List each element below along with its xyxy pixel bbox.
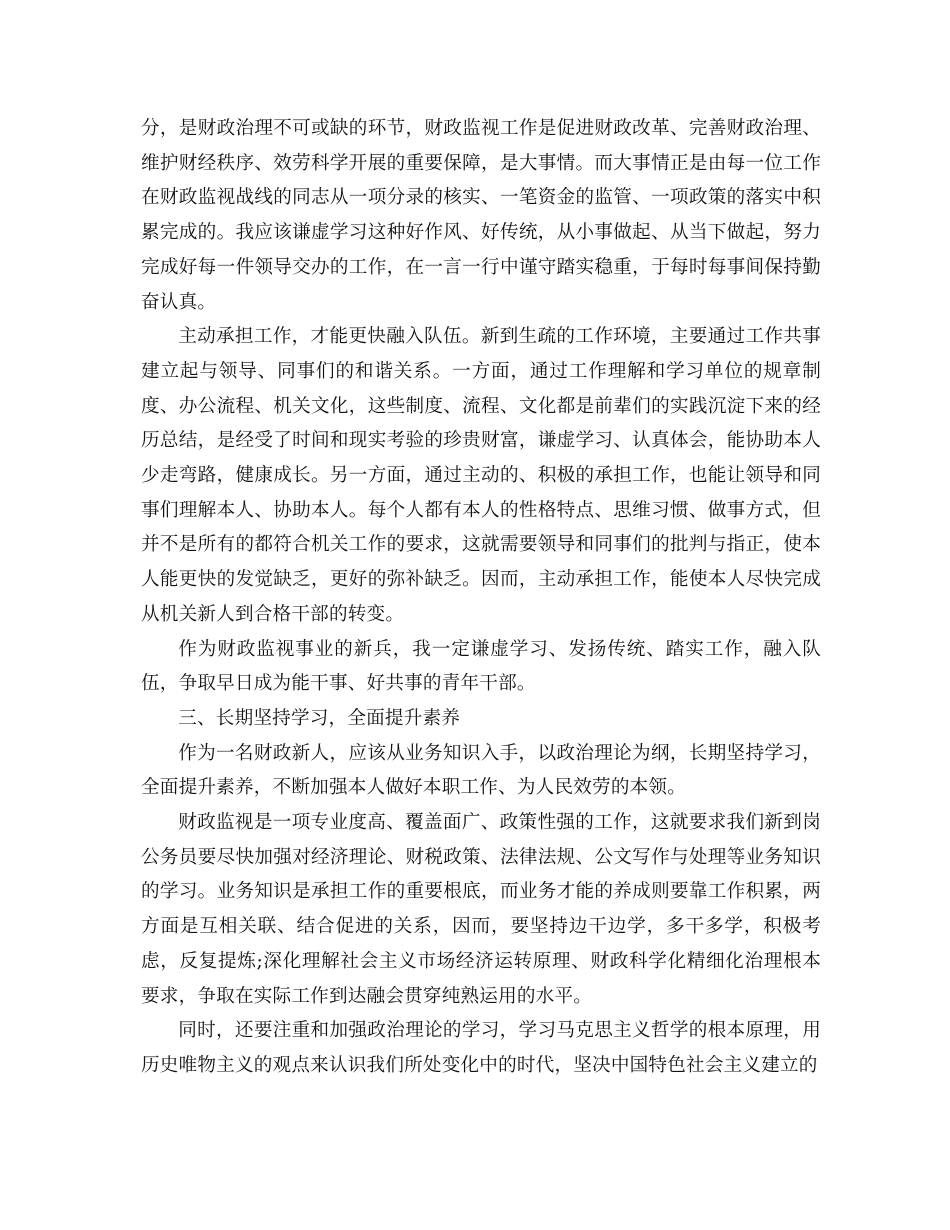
paragraph-3: 作为财政监视事业的新兵，我一定谦虚学习、发扬传统、踏实工作，融入队伍，争取早日成为能干事、好共事的青年干部。 <box>141 638 821 695</box>
paragraph-2: 主动承担工作，才能更快融入队伍。新到生疏的工作环境，主要通过工作共事建立起与领导、同事们的和谐关系。一方面，通过工作理解和学习单位的规章制度、办公流程、机关文化，这些制度、流程、文化都是前辈们的实践沉淀下来的经历总结，是经受了时间和现实考验的珍贵财富，谦虚学习、认真体会，能协助本人少走弯路，健康成长。另一方面，通过主动的、积极的承担工作，也能让领导和同事们理解本人、协助本人。每个人都有本人的性格特点、思维习惯、做事方式，但并不是所有的都符合机关工作的要求，这就需要领导和同事们的批判与指正，使本人能更快的发觉缺乏，更好的弥补缺乏。因而，主动承担工作，能使本人尽快完成从机关新人到合格干部的转变。 <box>141 326 821 625</box>
paragraph-6: 同时，还要注重和加强政治理论的学习，学习马克思主义哲学的根本原理，用历史唯物主义的观点来认识我们所处变化中的时代，坚决中国特色社会主义建立的 <box>141 1020 821 1076</box>
paragraph-4: 作为一名财政新人，应该从业务知识入手，以政治理论为纲，长期坚持学习，全面提升素养，不断加强本人做好本职工作、为人民效劳的本领。 <box>141 742 821 799</box>
paragraph-5: 财政监视是一项专业度高、覆盖面广、政策性强的工作，这就要求我们新到岗公务员要尽快加强对经济理论、财税政策、法律法规、公文写作与处理等业务知识的学习。业务知识是承担工作的重要根底，而业务才能的养成则要靠工作积累，两方面是互相关联、结合促进的关系，因而，要坚持边干边学，多干多学，积极考虑，反复提炼;深化理解社会主义市场经济运转原理、财政科学化精细化治理根本要求，争取在实际工作到达融会贯穿纯熟运用的水平。 <box>141 812 821 1007</box>
document-body <box>141 112 821 1084</box>
paragraph-1: 分，是财政治理不可或缺的环节，财政监视工作是促进财政改革、完善财政治理、维护财经秩序、效劳科学开展的重要保障，是大事情。而大事情正是由每一位工作在财政监视战线的同志从一项分录的核实、一笔资金的监管、一项政策的落实中积累完成的。我应该谦虚学习这种好作风、好传统，从小事做起、从当下做起，努力完成好每一件领导交办的工作，在一言一行中谨守踏实稳重，于每时每事间保持勤奋认真。 <box>141 118 821 313</box>
section-heading: 三、长期坚持学习，全面提升素养 <box>178 707 461 729</box>
